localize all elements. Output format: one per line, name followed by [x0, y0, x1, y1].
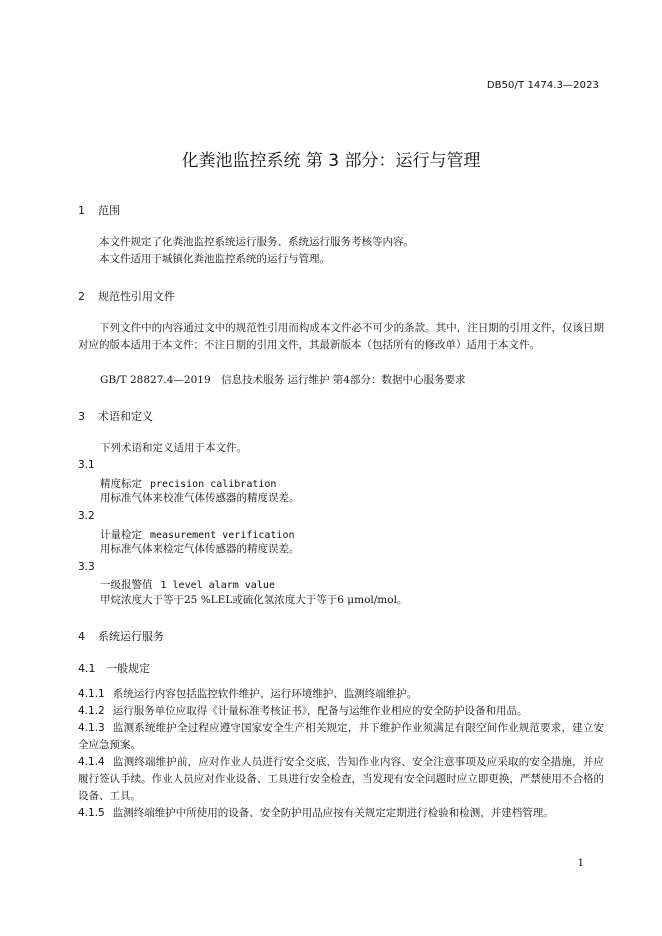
clause-text: 运行服务单位应取得《计量标准考核证书》，配备与运维作业相应的安全防护设备和用品。: [112, 705, 528, 717]
clause-number: 4.1.3: [78, 722, 105, 734]
section-title: 术语和定义: [98, 410, 153, 423]
section-number: 2: [78, 290, 85, 303]
term-definition: 甲烷浓度大于等于25 %LEL或硫化氢浓度大于等于6 μmol/mol。: [100, 594, 408, 606]
section-1-heading: [78, 202, 120, 218]
clause-text: 监测系统维护全过程应遵守国家安全生产相关规定，井下维护作业须满足有限空间作业规范要求，建立安全应急预案。: [78, 722, 604, 751]
term-heading: [100, 476, 276, 491]
normative-paragraph: 下列文件中的内容通过文中的规范性引用而构成本文件必不可少的条款。其中，注日期的引用文件，仅该日期对应的版本适用于本文件；不注日期的引用文件，其最新版本（包括所有的修改单）适用于本文件。: [78, 322, 604, 351]
term-english: measurement verification: [150, 530, 295, 541]
clause-4-1-5: [78, 805, 604, 822]
term-english: precision calibration: [150, 479, 277, 490]
subsection-title: 一般规定: [106, 662, 150, 675]
clause-number: 4.1.4: [78, 756, 105, 768]
section-number: 1: [78, 204, 85, 217]
term-number: 3.2: [78, 510, 95, 522]
subsection-number: 4.1: [78, 662, 96, 675]
scope-paragraph-1: 本文件规定了化粪池监控系统运行服务、系统运行服务考核等内容。: [99, 236, 414, 248]
subsection-4-1-heading: [78, 660, 150, 676]
clause-4-1-4: [78, 754, 604, 805]
clause-4-1-1: [78, 686, 604, 703]
clause-text: 监测终端维护中所使用的设备、安全防护用品应按有关规定定期进行检验和检测，并建档管理。: [112, 807, 554, 819]
page-number: 1: [577, 858, 584, 869]
term-definition: 用标准气体来校准气体传感器的精度误差。: [100, 492, 300, 504]
scope-paragraph-2: 本文件适用于城镇化粪池监控系统的运行与管理。: [99, 253, 330, 265]
document-title: 化粪池监控系统 第 3 部分：运行与管理: [181, 151, 481, 171]
term-number: 3.1: [78, 459, 95, 471]
section-4-heading: [78, 628, 164, 644]
term-chinese: 精度标定: [100, 478, 142, 490]
section-number: 4: [78, 630, 85, 643]
clause-text: 监测终端维护前，应对作业人员进行安全交底，告知作业内容、安全注意事项及应采取的安全措施，并应履行签认手续。作业人员应对作业设备、工具进行安全检查，当发现有安全问题时应立即更换，严禁使用不合格的设备、工具。: [78, 756, 604, 802]
clause-number: 4.1.5: [78, 807, 105, 819]
section-title: 范围: [98, 204, 120, 217]
document-code: DB50/T 1474.3—2023: [486, 80, 599, 91]
clause-number: 4.1.2: [78, 705, 105, 717]
term-definition: 用标准气体来检定气体传感器的精度误差。: [100, 543, 300, 555]
term-chinese: 一级报警值: [100, 579, 153, 591]
clause-4-1-3: [78, 720, 604, 754]
section-title: 系统运行服务: [98, 630, 164, 643]
term-english: 1 level alarm value: [160, 580, 275, 591]
normative-reference: GB/T 28827.4—2019 信息技术服务 运行维护 第4部分：数据中心服务要求: [100, 374, 466, 386]
clause-4-1-2: [78, 703, 604, 720]
section-3-heading: [78, 408, 153, 424]
term-heading: [100, 577, 275, 592]
term-heading: [100, 527, 295, 542]
clause-text: 系统运行内容包括监控软件维护、运行环境维护、监测终端维护。: [112, 688, 418, 700]
section-number: 3: [78, 410, 85, 423]
term-number: 3.3: [78, 561, 95, 573]
section-2-heading: [78, 288, 175, 304]
section-title: 规范性引用文件: [98, 290, 175, 303]
clause-number: 4.1.1: [78, 688, 105, 700]
terms-intro: 下列术语和定义适用于本文件。: [100, 442, 247, 454]
term-chinese: 计量检定: [100, 529, 142, 541]
